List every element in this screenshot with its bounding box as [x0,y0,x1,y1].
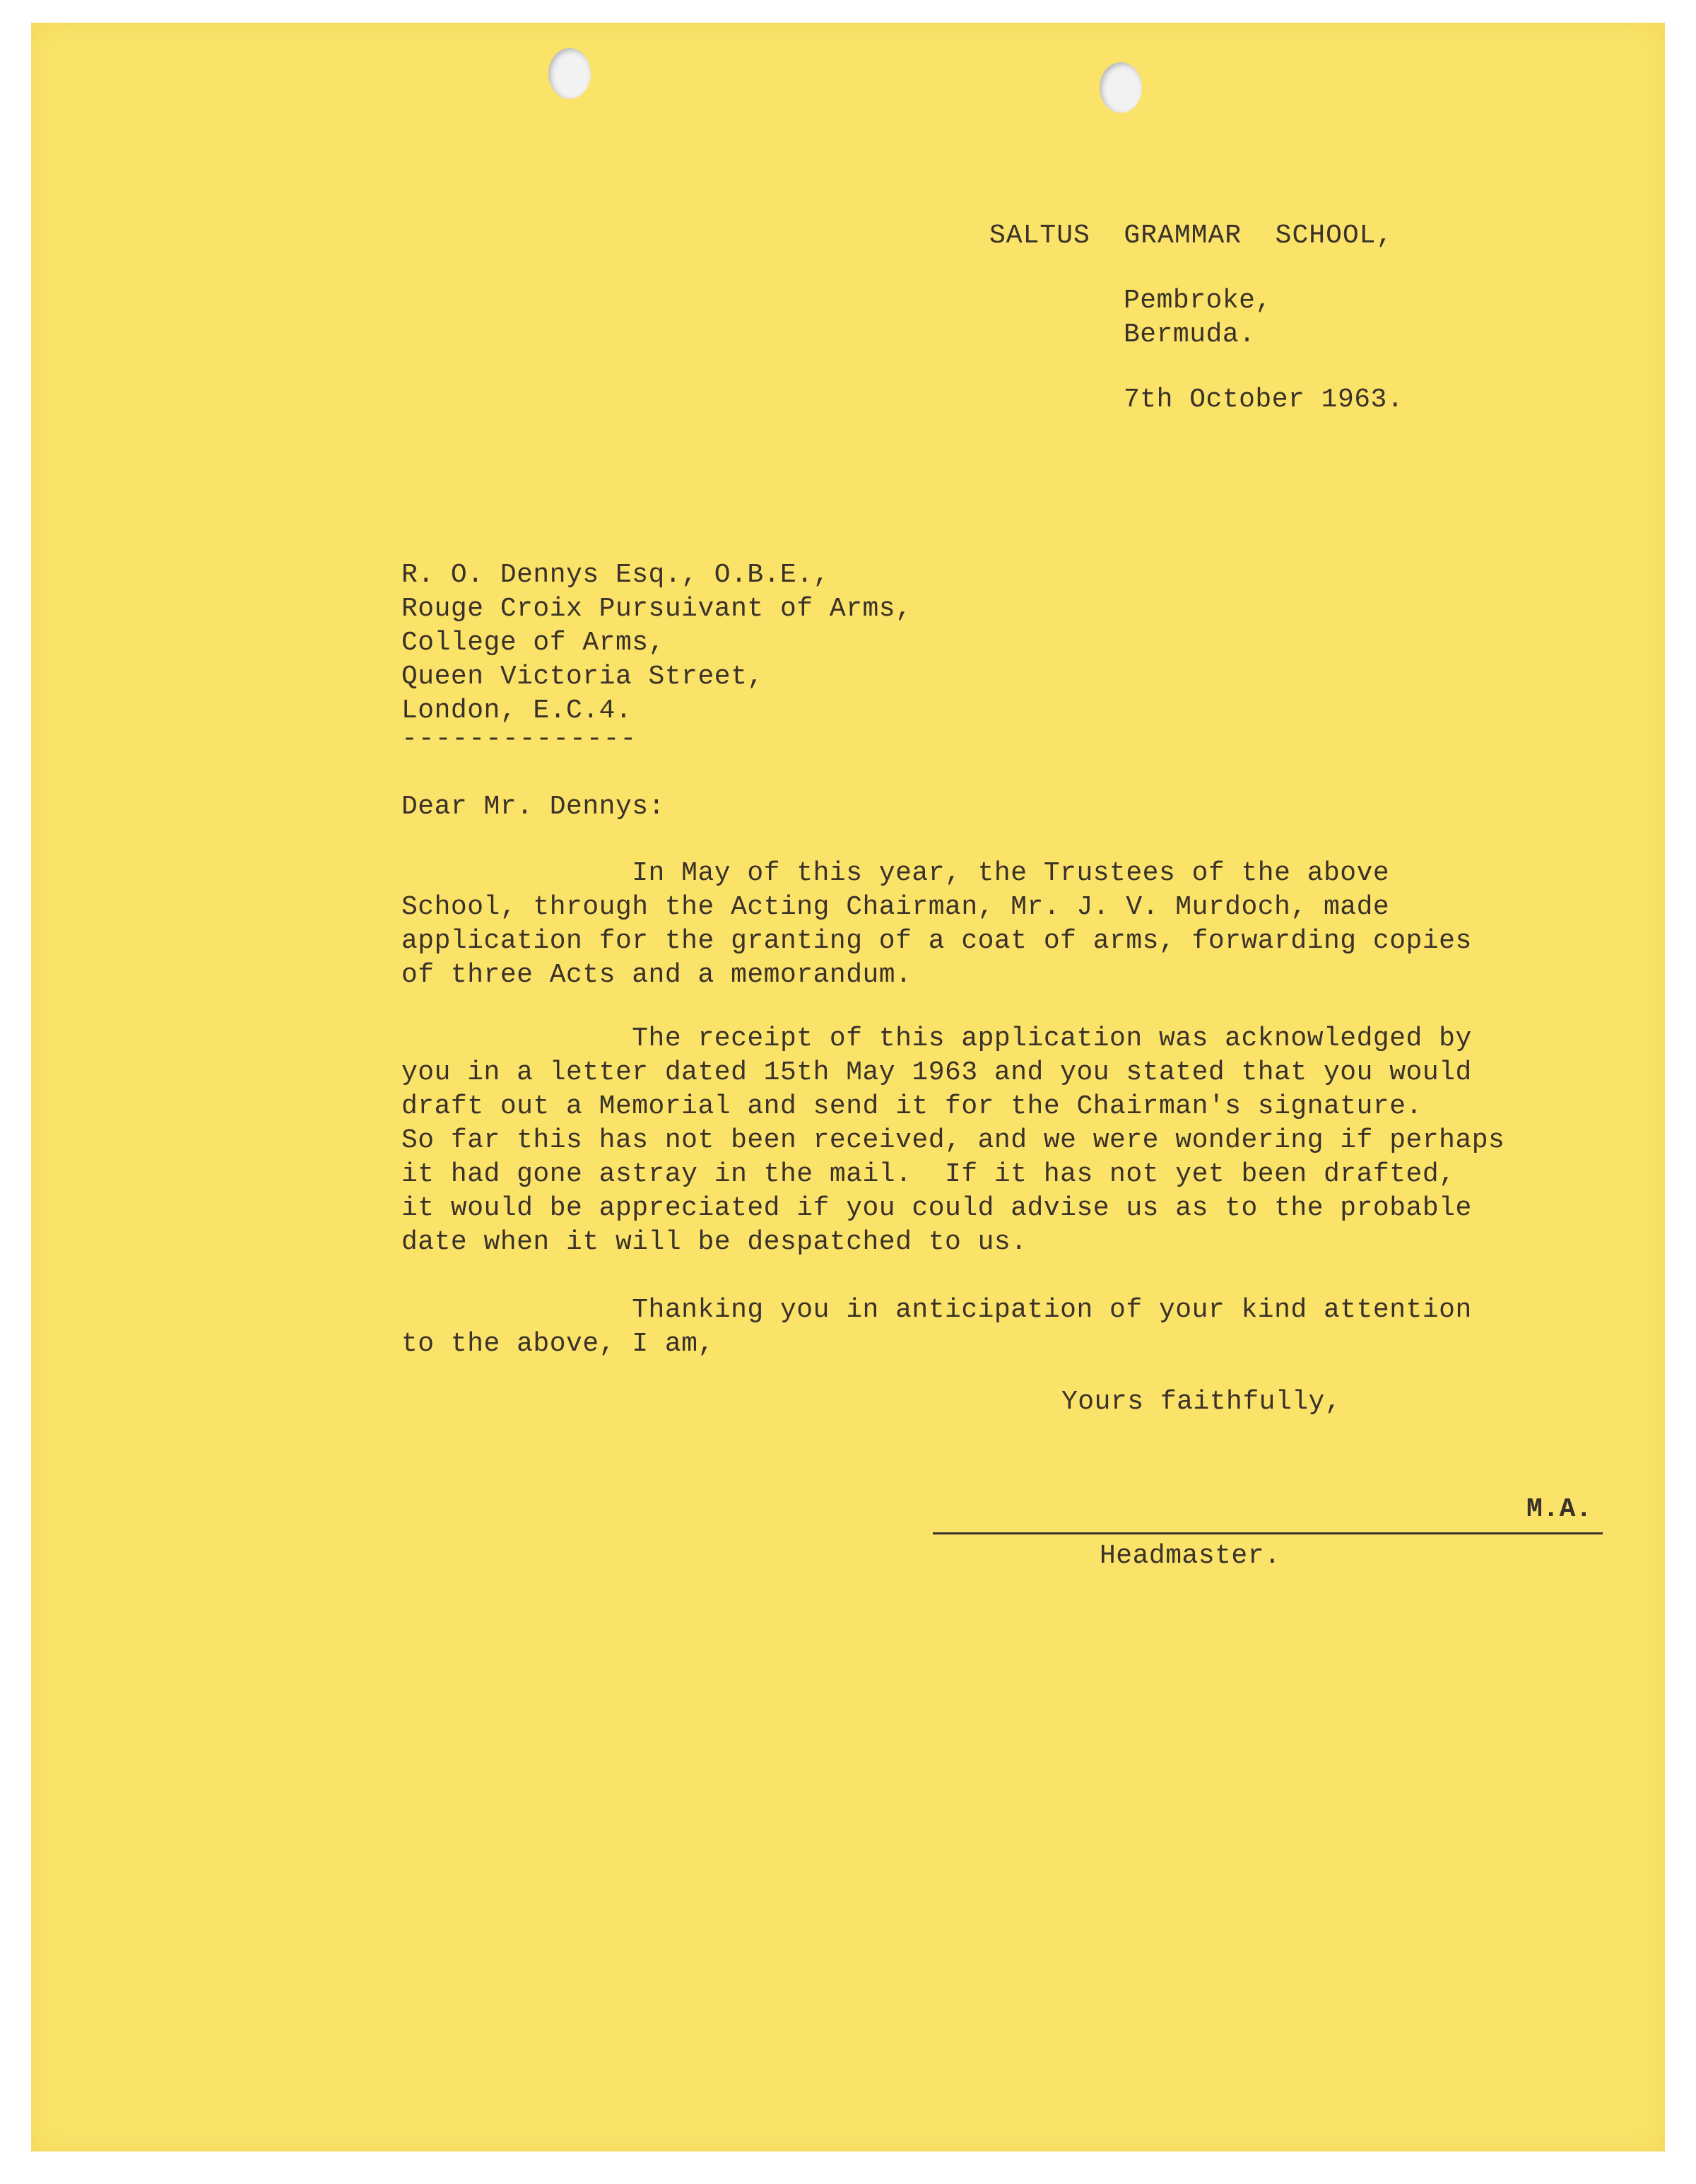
recipient-street: Queen Victoria Street, [401,662,764,692]
signature-line [933,1532,1603,1534]
recipient-city: London, E.C.4. [401,695,632,726]
body-paragraph: In May of this year, the Trustees of the above School, through the Acting Chairman, Mr. J. V. Murdoch, made application for the granting of a coat of arms, forwarding copies of three Acts and a memorandum. [401,858,1472,990]
address-country: Bermuda. [1124,319,1256,350]
punch-hole-right [1100,62,1142,113]
salutation: Dear Mr. Dennys: [401,792,665,822]
complimentary-close: Yours faithfully, [1061,1387,1342,1417]
recipient-office: Rouge Croix Pursuivant of Arms, [401,594,912,624]
body-paragraph: The receipt of this application was acknowledged by you in a letter dated 15th May 1963 and you stated that you would draft out a Memorial and send it for the Chairman's signature. So far this has not been received, and we were wondering if perhaps it had gone astray in the mail. If it has not yet been drafted, it would be appreciated if you could advise us as to the probable date when it will be despatched to us. [401,1023,1505,1257]
signature-initials: M.A. [1526,1494,1593,1525]
punch-hole-left [548,48,591,99]
recipient-institution: College of Arms, [401,628,665,658]
recipient-name: R. O. Dennys Esq., O.B.E., [401,560,830,590]
school-name: SALTUS GRAMMAR SCHOOL, [989,221,1394,251]
signatory-title: Headmaster. [1100,1541,1281,1571]
address-underline: -------------- [401,724,637,754]
letter-date: 7th October 1963. [1124,384,1404,415]
address-town: Pembroke, [1124,286,1272,316]
body-paragraph: Thanking you in anticipation of your kind attention to the above, I am, [401,1295,1472,1359]
